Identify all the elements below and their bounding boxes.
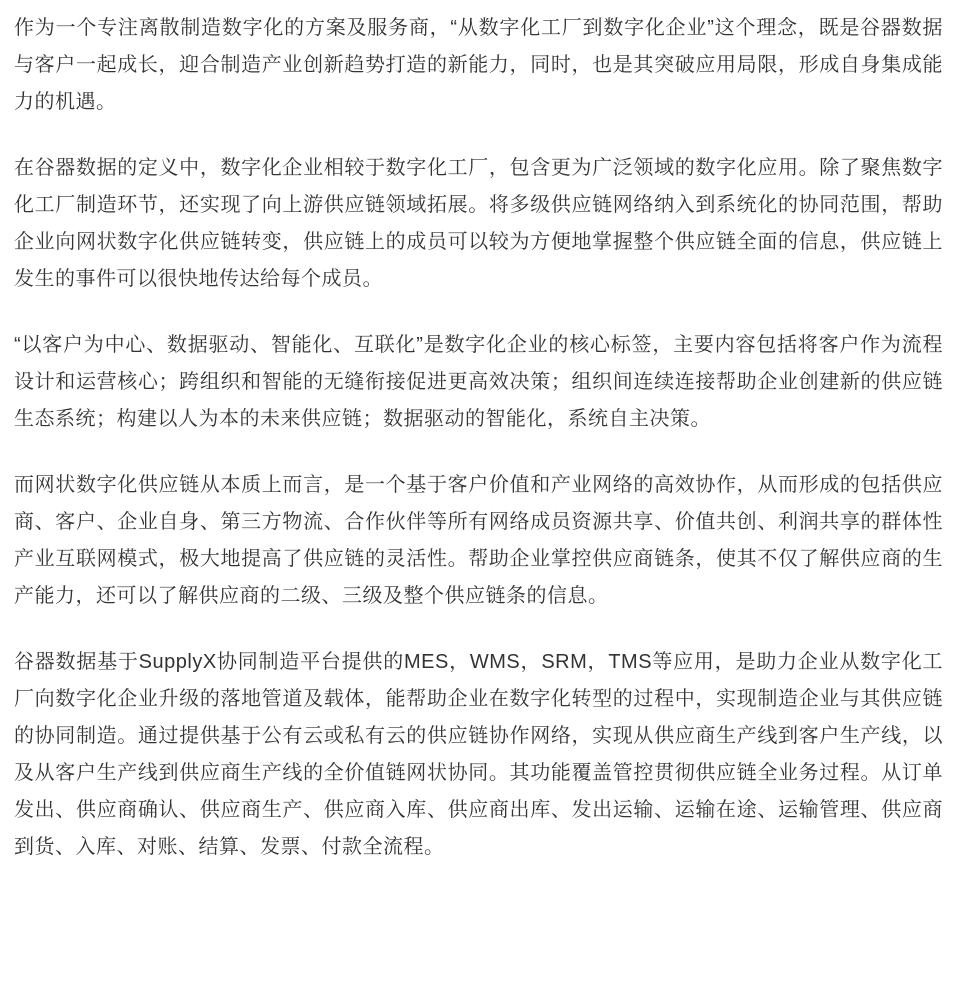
paragraph-network-supply-chain: 而网状数字化供应链从本质上而言，是一个基于客户价值和产业网络的高效协作，从而形成的包括供应商、客户、企业自身、第三方物流、合作伙伴等所有网络成员资源共享、价值共创、利润共享的群体性产业互联网模式，极大地提高了供应链的灵活性。帮助企业掌控供应商链条，使其不仅了解供应商的生产能力，还可以了解供应商的二级、三级及整个供应链条的信息。 <box>14 474 943 607</box>
paragraph-definition: 在谷器数据的定义中，数字化企业相较于数字化工厂，包含更为广泛领域的数字化应用。除了聚焦数字化工厂制造环节，还实现了向上游供应链领域拓展。将多级供应链网络纳入到系统化的协同范围，帮助企业向网状数字化供应链转变，供应链上的成员可以较为方便地掌握整个供应链全面的信息，供应链上发生的事件可以很快地传达给每个成员。 <box>14 157 943 290</box>
paragraph-supplyx-platform: 谷器数据基于SupplyX协同制造平台提供的MES，WMS，SRM，TMS等应用，是助力企业从数字化工厂向数字化企业升级的落地管道及载体，能帮助企业在数字化转型的过程中，实现制造企业与其供应链的协同制造。通过提供基于公有云或私有云的供应链协作网络，实现从供应商生产线到客户生产线，以及从客户生产线到供应商生产线的全价值链网状协同。其功能覆盖管控贯彻供应链全业务过程。从订单发出、供应商确认、供应商生产、供应商入库、供应商出库、发出运输、运输在途、运输管理、供应商到货、入库、对账、结算、发票、付款全流程。 <box>14 651 943 858</box>
paragraph-intro: 作为一个专注离散制造数字化的方案及服务商，“从数字化工厂到数字化企业”这个理念，既是谷器数据与客户一起成长，迎合制造产业创新趋势打造的新能力，同时，也是其突破应用局限，形成自身集成能力的机遇。 <box>14 17 943 113</box>
paragraph-core-labels: “以客户为中心、数据驱动、智能化、互联化”是数字化企业的核心标签，主要内容包括将客户作为流程设计和运营核心；跨组织和智能的无缝衔接促进更高效决策；组织间连续连接帮助企业创建新的供应链生态系统；构建以人为本的未来供应链；数据驱动的智能化，系统自主决策。 <box>14 334 943 430</box>
